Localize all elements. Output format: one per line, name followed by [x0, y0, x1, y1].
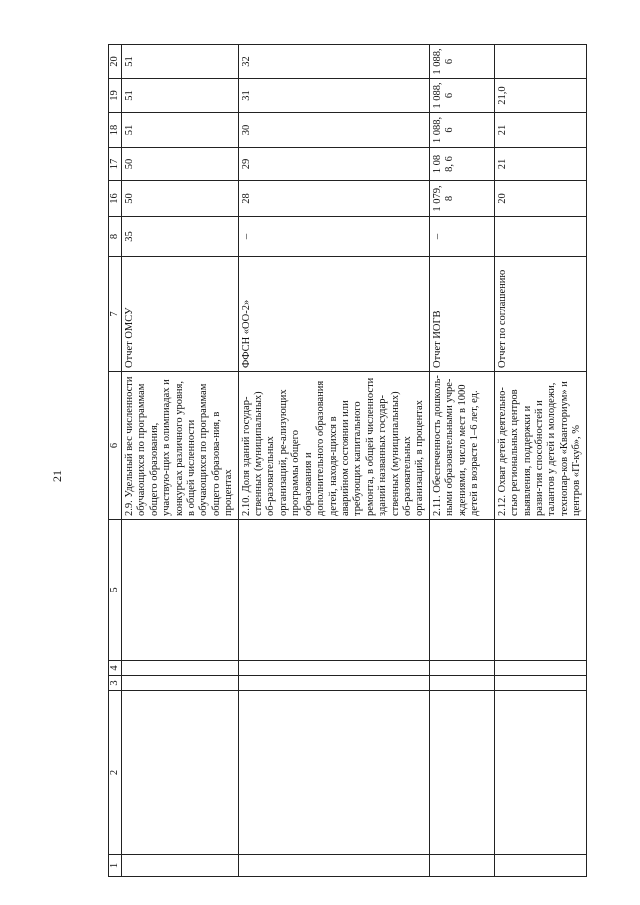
value-col18: 21 — [494, 113, 586, 148]
cell-col5 — [494, 520, 586, 661]
cell-col4 — [122, 661, 239, 676]
data-source: Отчет ИОГВ — [429, 257, 494, 372]
table-row — [494, 45, 586, 877]
cell-col1 — [238, 855, 429, 877]
cell-col5 — [238, 520, 429, 661]
cell-col3 — [429, 676, 494, 691]
indicator-name: 2.11. Обеспеченность дошколь-ными образовательными учре-ждениями, число мест в 1000 детей в возрасте 1–6 лет, ед. — [429, 372, 494, 520]
col-header-8: 8 — [109, 217, 122, 257]
cell-col3 — [494, 676, 586, 691]
table-row — [238, 45, 429, 877]
data-source: Отчет ОМСУ — [122, 257, 239, 372]
value-col17: 50 — [122, 148, 239, 181]
col-header-1: 1 — [109, 855, 122, 877]
cell-col1 — [494, 855, 586, 877]
cell-col2 — [238, 691, 429, 855]
value-col16: 50 — [122, 181, 239, 217]
value-col18: 30 — [238, 113, 429, 148]
value-col20: 1 088, 6 — [429, 45, 494, 79]
value-col17: 21 — [494, 148, 586, 181]
cell-col3 — [122, 676, 239, 691]
cell-col4 — [238, 661, 429, 676]
col-header-20: 20 — [109, 45, 122, 79]
value-col20: 32 — [238, 45, 429, 79]
col-header-18: 18 — [109, 113, 122, 148]
cell-col3 — [238, 676, 429, 691]
value-col20 — [494, 45, 586, 79]
rotated-table-wrapper — [108, 45, 583, 877]
value-col19: 21,0 — [494, 79, 586, 113]
indicator-name: 2.10. Доля зданий государ-ственных (муниципальных) об-разовательных организаций, ре-ализующих программы общего образования и дополнительного образования детей, находя-щихся в аварийном состоянии или требующих капитального ремонта, в общей численности зданий названных государ-ственных (муниципальных) об-разовательных организаций, в процентах — [238, 372, 429, 520]
col-header-2: 2 — [109, 691, 122, 855]
value-col8: – — [429, 217, 494, 257]
value-col8: – — [238, 217, 429, 257]
col-header-7: 7 — [109, 257, 122, 372]
cell-col4 — [494, 661, 586, 676]
cell-col4 — [429, 661, 494, 676]
cell-col1 — [429, 855, 494, 877]
cell-col2 — [494, 691, 586, 855]
value-col17: 1 088, 6 — [429, 148, 494, 181]
col-header-5: 5 — [109, 520, 122, 661]
cell-col5 — [122, 520, 239, 661]
page-number: 21 — [50, 470, 64, 482]
col-header-4: 4 — [109, 661, 122, 676]
table-row — [122, 45, 239, 877]
value-col17: 29 — [238, 148, 429, 181]
col-header-16: 16 — [109, 181, 122, 217]
data-source: Отчет по соглашению — [494, 257, 586, 372]
cell-col2 — [122, 691, 239, 855]
value-col19: 51 — [122, 79, 239, 113]
value-col16: 20 — [494, 181, 586, 217]
indicator-name: 2.12. Охват детей деятельно-стью региональных центров выявления, поддержки и разви-тия способностей и талантов у детей и молодежи, технопар-ков «Кванториум» и центров «IT-куб», % — [494, 372, 586, 520]
value-col19: 1 088, 6 — [429, 79, 494, 113]
table-row — [429, 45, 494, 877]
cell-col1 — [122, 855, 239, 877]
col-header-3: 3 — [109, 676, 122, 691]
value-col16: 28 — [238, 181, 429, 217]
col-header-6: 6 — [109, 372, 122, 520]
column-number-row — [109, 45, 122, 877]
value-col16: 1 079, 8 — [429, 181, 494, 217]
value-col18: 51 — [122, 113, 239, 148]
cell-col2 — [429, 691, 494, 855]
col-header-19: 19 — [109, 79, 122, 113]
data-source: ФФСН «ОО-2» — [238, 257, 429, 372]
col-header-17: 17 — [109, 148, 122, 181]
indicator-name: 2.9. Удельный вес численности обучающихся по программам общего образования, участвую-щих в олимпиадах и конкурсах различного уровня, в общей численности обучающихся по программам общего образова-ния, в процентах — [122, 372, 239, 520]
indicators-table — [108, 44, 587, 877]
value-col8: 35 — [122, 217, 239, 257]
cell-col5 — [429, 520, 494, 661]
value-col19: 31 — [238, 79, 429, 113]
value-col18: 1 088, 6 — [429, 113, 494, 148]
value-col20: 51 — [122, 45, 239, 79]
value-col8 — [494, 217, 586, 257]
